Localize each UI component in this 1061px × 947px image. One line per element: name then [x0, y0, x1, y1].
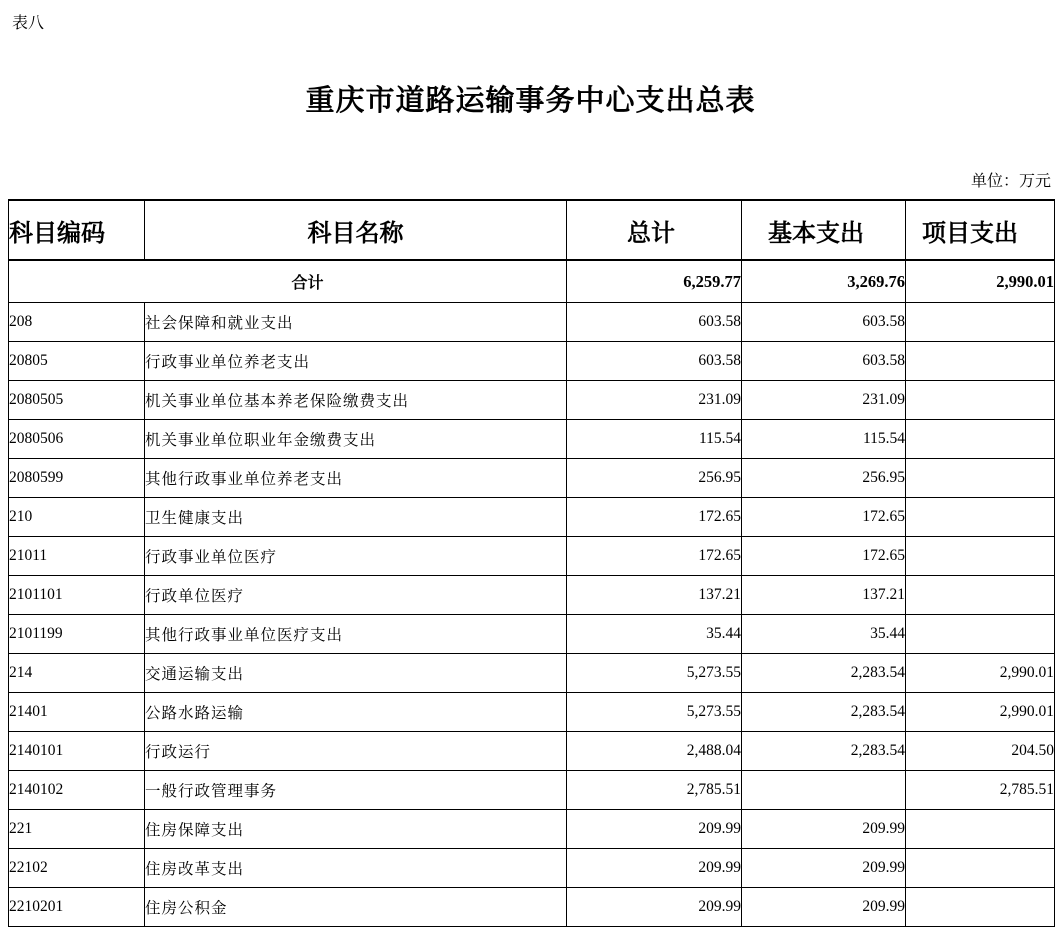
row-project [906, 537, 1055, 576]
row-code: 20805 [9, 342, 145, 381]
row-name: 一般行政管理事务 [145, 771, 567, 810]
row-total: 115.54 [567, 420, 742, 459]
row-basic: 2,283.54 [742, 654, 906, 693]
row-basic: 172.65 [742, 537, 906, 576]
header-project: 项目支出 [906, 200, 1055, 260]
row-project: 2,785.51 [906, 771, 1055, 810]
table-row [9, 654, 1055, 693]
row-project [906, 381, 1055, 420]
row-code: 2101199 [9, 615, 145, 654]
total-basic-cell: 3,269.76 [742, 260, 906, 303]
row-basic: 172.65 [742, 498, 906, 537]
row-name: 行政单位医疗 [145, 576, 567, 615]
row-total: 603.58 [567, 342, 742, 381]
row-name: 住房改革支出 [145, 849, 567, 888]
page-title: 重庆市道路运输事务中心支出总表 [305, 83, 756, 117]
row-name: 行政事业单位养老支出 [145, 342, 567, 381]
row-basic: 137.21 [742, 576, 906, 615]
row-project [906, 810, 1055, 849]
table-row [9, 420, 1055, 459]
row-total: 209.99 [567, 849, 742, 888]
row-code: 2210201 [9, 888, 145, 927]
row-basic: 256.95 [742, 459, 906, 498]
row-name: 社会保障和就业支出 [145, 303, 567, 342]
row-total: 137.21 [567, 576, 742, 615]
table-row [9, 849, 1055, 888]
row-code: 221 [9, 810, 145, 849]
table-row [9, 576, 1055, 615]
row-project [906, 615, 1055, 654]
row-total: 603.58 [567, 303, 742, 342]
row-project: 204.50 [906, 732, 1055, 771]
row-basic: 2,283.54 [742, 732, 906, 771]
row-total: 2,785.51 [567, 771, 742, 810]
row-total: 231.09 [567, 381, 742, 420]
table-row [9, 459, 1055, 498]
table-row [9, 381, 1055, 420]
row-total: 35.44 [567, 615, 742, 654]
row-basic: 115.54 [742, 420, 906, 459]
row-name: 住房公积金 [145, 888, 567, 927]
row-code: 208 [9, 303, 145, 342]
row-total: 256.95 [567, 459, 742, 498]
header-name: 科目名称 [145, 200, 567, 260]
row-name: 住房保障支出 [145, 810, 567, 849]
row-basic: 231.09 [742, 381, 906, 420]
table-row [9, 732, 1055, 771]
total-label: 合计 [9, 260, 567, 303]
row-name: 卫生健康支出 [145, 498, 567, 537]
row-code: 2080506 [9, 420, 145, 459]
row-project [906, 849, 1055, 888]
row-code: 2080599 [9, 459, 145, 498]
row-basic: 209.99 [742, 810, 906, 849]
row-basic: 209.99 [742, 849, 906, 888]
row-project: 2,990.01 [906, 654, 1055, 693]
row-name: 机关事业单位职业年金缴费支出 [145, 420, 567, 459]
row-total: 2,488.04 [567, 732, 742, 771]
row-project [906, 888, 1055, 927]
row-code: 2140102 [9, 771, 145, 810]
expense-summary-table [8, 199, 1055, 927]
row-code: 2101101 [9, 576, 145, 615]
row-basic: 35.44 [742, 615, 906, 654]
table-number-label: 表八 [12, 13, 45, 32]
row-code: 214 [9, 654, 145, 693]
total-row [9, 260, 1055, 303]
row-project: 2,990.01 [906, 693, 1055, 732]
table-row [9, 810, 1055, 849]
total-cell: 6,259.77 [567, 260, 742, 303]
table-row [9, 888, 1055, 927]
row-name: 机关事业单位基本养老保险缴费支出 [145, 381, 567, 420]
row-total: 209.99 [567, 888, 742, 927]
row-code: 21011 [9, 537, 145, 576]
row-name: 其他行政事业单位医疗支出 [145, 615, 567, 654]
row-basic: 603.58 [742, 303, 906, 342]
row-project [906, 576, 1055, 615]
row-code: 2080505 [9, 381, 145, 420]
table-row [9, 615, 1055, 654]
row-basic: 2,283.54 [742, 693, 906, 732]
row-total: 5,273.55 [567, 654, 742, 693]
table-row [9, 303, 1055, 342]
row-name: 行政运行 [145, 732, 567, 771]
header-code: 科目编码 [9, 200, 145, 260]
row-basic: 209.99 [742, 888, 906, 927]
row-name: 公路水路运输 [145, 693, 567, 732]
row-code: 22102 [9, 849, 145, 888]
header-total: 总计 [567, 200, 742, 260]
row-name: 交通运输支出 [145, 654, 567, 693]
row-project [906, 459, 1055, 498]
table-row [9, 342, 1055, 381]
row-project [906, 498, 1055, 537]
row-code: 2140101 [9, 732, 145, 771]
table-row [9, 693, 1055, 732]
row-name: 行政事业单位医疗 [145, 537, 567, 576]
header-basic: 基本支出 [742, 200, 906, 260]
table-row [9, 498, 1055, 537]
row-code: 210 [9, 498, 145, 537]
row-total: 172.65 [567, 537, 742, 576]
table-row [9, 537, 1055, 576]
row-total: 209.99 [567, 810, 742, 849]
row-project [906, 420, 1055, 459]
table-header-row [9, 200, 1055, 260]
row-project [906, 303, 1055, 342]
row-project [906, 342, 1055, 381]
row-total: 5,273.55 [567, 693, 742, 732]
row-basic: 603.58 [742, 342, 906, 381]
table-row [9, 771, 1055, 810]
row-total: 172.65 [567, 498, 742, 537]
row-basic [742, 771, 906, 810]
total-project-cell: 2,990.01 [906, 260, 1055, 303]
row-code: 21401 [9, 693, 145, 732]
row-name: 其他行政事业单位养老支出 [145, 459, 567, 498]
unit-label: 单位：万元 [970, 171, 1051, 190]
